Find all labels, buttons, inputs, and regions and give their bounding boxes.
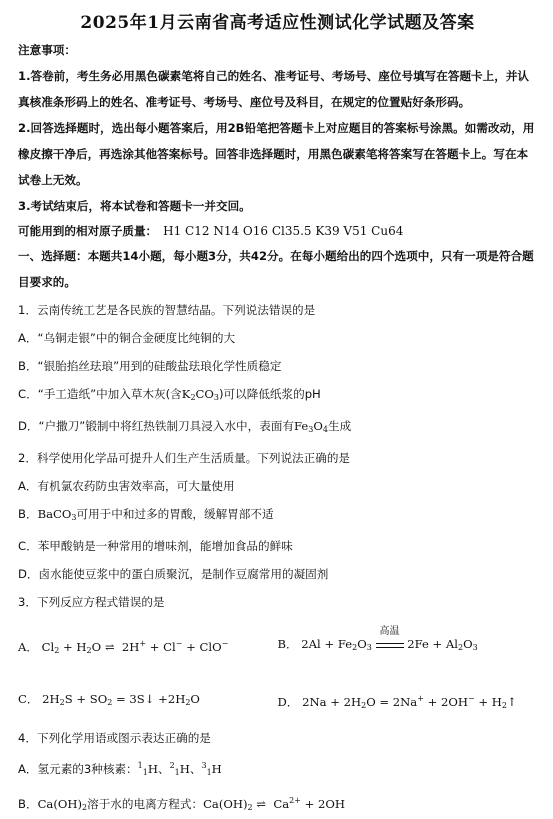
section-heading: 一、选择题：本题共14小题，每小题3分，共42分。在每小题给出的四个选项中，只有一项是符合题目要求的。 [18,249,534,289]
atomic-mass-label: 可能用到的相对原子质量： [18,224,158,238]
q1-option-a: A．“乌铜走银”中的铜合金硬度比纯铜的大 [18,331,236,345]
q2-option-a: A．有机氯农药防虫害效率高，可大量使用 [18,479,235,493]
exam-page [0,8,553,812]
q3-option-d: D． $2Na + 2H_2O = 2Na^+ + 2OH^-$ + $H_2↑$ [277,694,517,710]
notice-1: 1.答卷前，考生务必用黑色碳素笔将自己的姓名、准考证号、考场号、座位号填写在答题卡上，并认真核准条形码上的姓名、准考证号、考场号、座位号及科目，在规定的位置贴好条形码。 [18,69,530,109]
q4-stem: 4．下列化学用语或图示表达正确的是 [18,731,211,745]
q3-stem: 3．下列反应方程式错误的是 [18,595,165,609]
atomic-mass-values: H1 C12 N14 O16 Cl35.5 K39 V51 Cu64 [163,224,404,238]
notice-2: 2.回答选择题时，选出每小题答案后，用2B铅笔把答题卡上对应题目的答案标号涂黑。如需改动，用橡皮擦干净后，再选涂其他答案标号。回答非选择题时，用黑色碳素笔将答案写在答题卡上。写在本试卷上无效。 [18,121,535,187]
q4-option-a: A．氢元素的3种核素：$^1_1$H、$^2_1$H、$^3_1$H [18,761,222,777]
notice-heading: 注意事项： [18,43,76,57]
q4-option-b: B．$Ca(OH)_2$溶于水的电离方程式：$Ca(OH)_2$ ⇌ $Ca^{2+} + 2OH$ [18,796,346,812]
q1-option-d: D．“户撒刀”锻制中将红热铁制刀具浸入水中，表面有$Fe_3O_4$生成 [18,419,352,434]
q3-option-b: B． $2Al + Fe_2O_3$ 高温 $2Fe + Al_2O_3$ [277,626,478,652]
q1-option-c: C．“手工造纸”中加入草木灰(含$K_2CO_3$)可以降低纸浆的pH [18,387,321,402]
notice-3: 3.考试结束后，将本试卷和答题卡一并交回。 [18,199,251,213]
q2-option-b: B．BaCO$_3$可用于中和过多的胃酸，缓解胃部不适 [18,507,274,522]
q1-option-b: B．“银胎掐丝珐琅”用到的硅酸盐珐琅化学性质稳定 [18,359,282,373]
q1-stem: 1．云南传统工艺是各民族的智慧结晶。下列说法错误的是 [18,303,316,317]
q2-stem: 2．科学使用化学品可提升人们生产生活质量。下列说法正确的是 [18,451,351,465]
atomic-mass-line [18,219,537,243]
page-title: 2025年1月云南省高考适应性测试化学试题及答案 [80,13,475,33]
q2-option-c: C．苯甲酸钠是一种常用的增味剂，能增加食品的鲜味 [18,539,293,553]
q2-option-d: D．卤水能使豆浆中的蛋白质聚沉，是制作豆腐常用的凝固剂 [18,567,329,581]
q3-option-a: A． $Cl_2 + H_2O$ ⇌ 2H+ + Cl− + ClO− [18,639,229,655]
q3-option-c: C． $2H_2S + SO_2$ = 3S↓ $+2H_2O$ [18,692,200,707]
